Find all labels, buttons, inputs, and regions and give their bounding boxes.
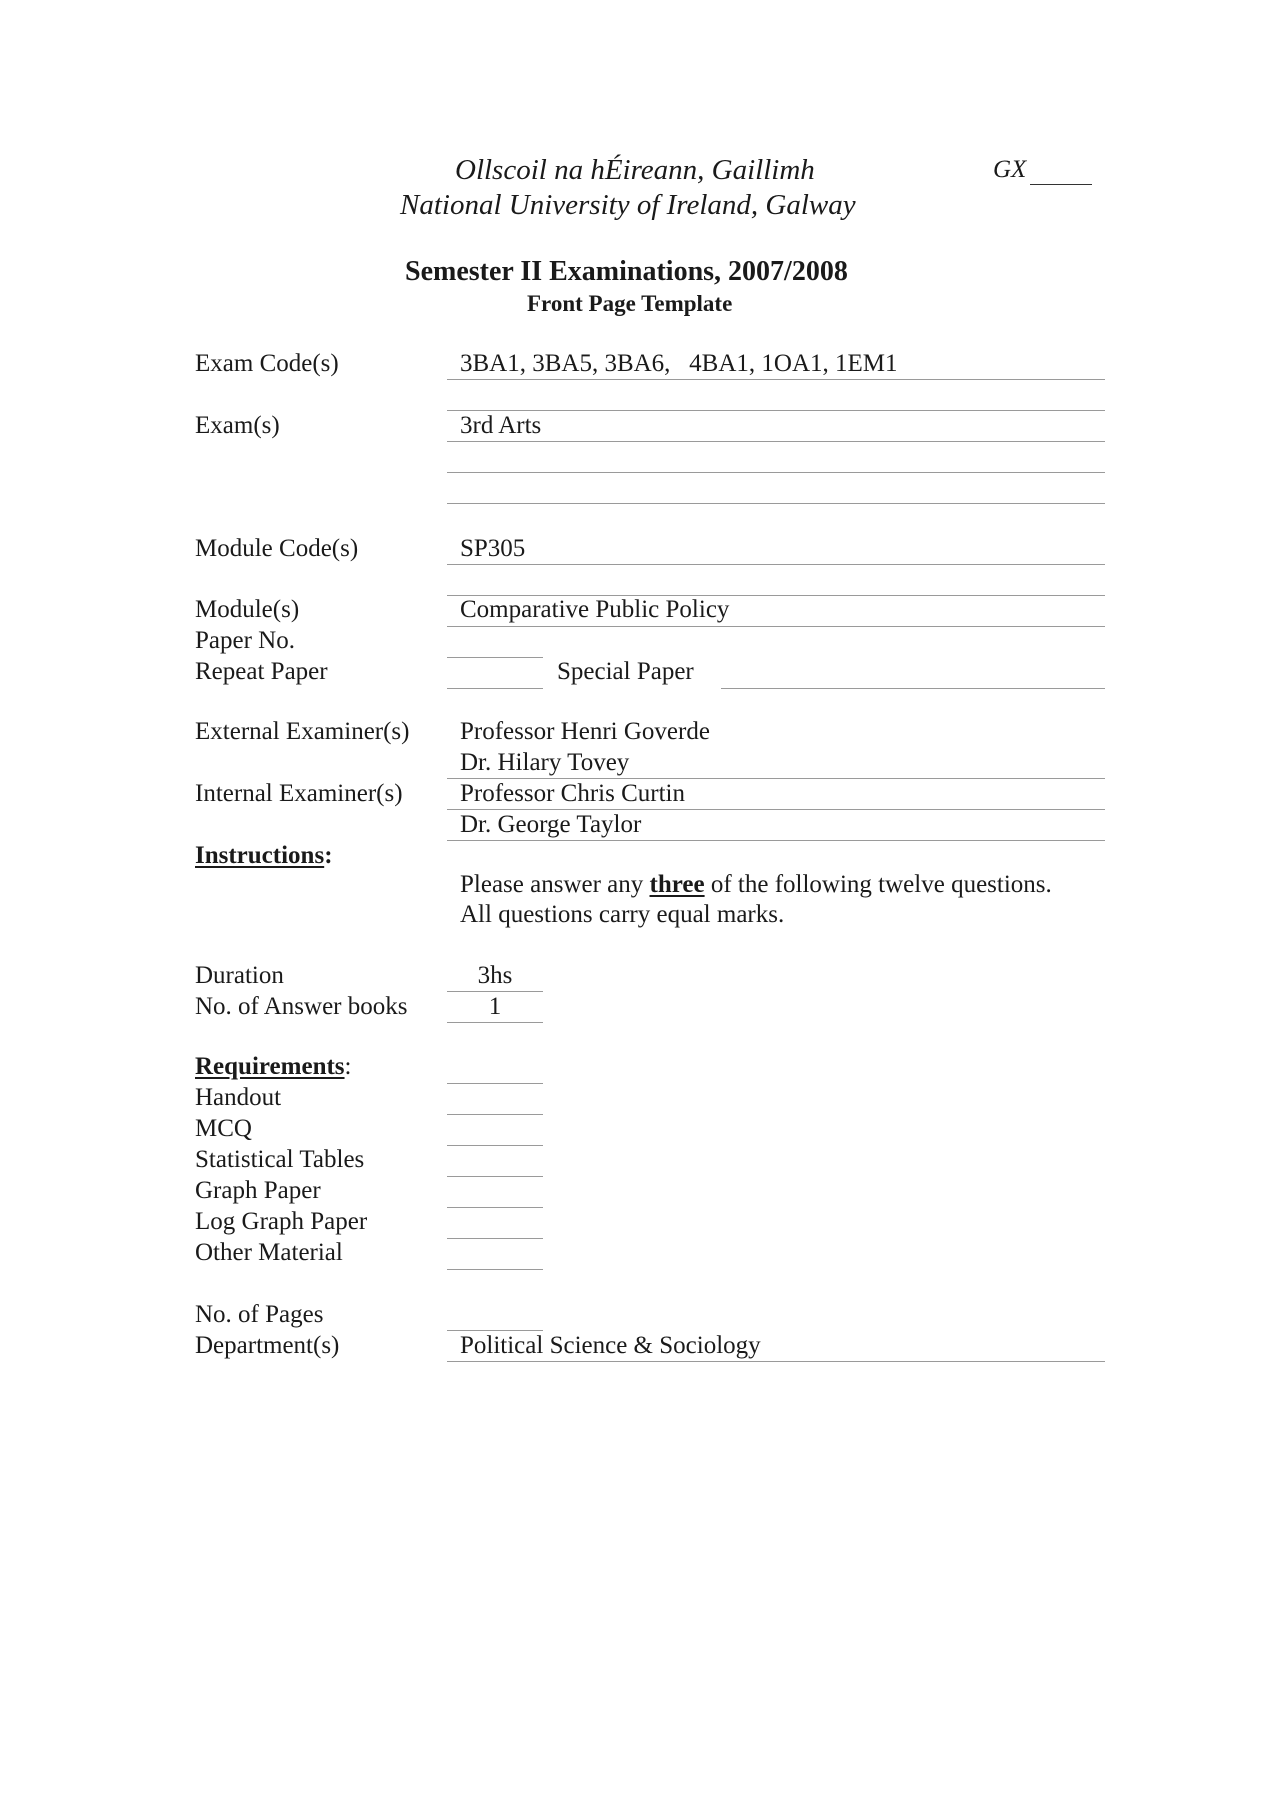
special-paper-label: Special Paper — [557, 658, 694, 685]
instructions-heading — [195, 842, 333, 870]
instructions-line-1 — [460, 871, 1052, 899]
modules-label: Module(s) — [195, 596, 300, 623]
instructions-line-2: All questions carry equal marks. — [460, 901, 785, 928]
requirement-mcq: MCQ — [195, 1115, 252, 1142]
exam-codes-label: Exam Code(s) — [195, 350, 339, 377]
external-examiner-1: Professor Henri Goverde — [460, 718, 710, 745]
pages-line — [447, 1330, 543, 1331]
duration-value: 3hs — [477, 962, 513, 989]
external-examiner-2: Dr. Hilary Tovey — [460, 749, 630, 776]
special-paper-line — [721, 688, 1105, 689]
requirements-label: Requirements — [195, 1053, 345, 1080]
external-examiners-label: External Examiner(s) — [195, 718, 410, 745]
internal-examiner-2: Dr. George Taylor — [460, 811, 642, 838]
instructions-emphasis: three — [649, 871, 705, 898]
instructions-label: Instructions — [195, 842, 325, 869]
duration-line — [447, 991, 543, 992]
module-codes-value: SP305 — [460, 535, 526, 562]
requirement-graph-paper-line — [447, 1207, 543, 1208]
departments-label: Department(s) — [195, 1332, 340, 1359]
requirements-colon: : — [344, 1053, 352, 1080]
exam-codes-line — [447, 379, 1105, 380]
modules-value: Comparative Public Policy — [460, 596, 730, 623]
exam-codes-value: 3BA1, 3BA5, 3BA6, 4BA1, 1OA1, 1EM1 — [460, 350, 898, 377]
internal-examiners-label: Internal Examiner(s) — [195, 780, 403, 807]
requirement-log-graph-paper-line — [447, 1238, 543, 1239]
exams-value: 3rd Arts — [460, 412, 542, 439]
external-examiners-line — [447, 778, 1105, 779]
requirement-handout-line — [447, 1114, 543, 1115]
repeat-paper-label: Repeat Paper — [195, 658, 328, 685]
requirement-other-material: Other Material — [195, 1239, 343, 1266]
departments-line — [447, 1361, 1105, 1362]
repeat-paper-line — [447, 688, 543, 689]
duration-label: Duration — [195, 962, 284, 989]
instructions-text-after: of the following twelve questions. — [710, 871, 1052, 898]
requirement-other-material-line — [447, 1269, 543, 1270]
answer-books-label: No. of Answer books — [195, 993, 408, 1020]
answer-books-line — [447, 1022, 543, 1023]
answer-books-value: 1 — [488, 993, 502, 1020]
instructions-text-before: Please answer any — [460, 871, 644, 898]
paper-no-line — [447, 657, 543, 658]
requirement-handout: Handout — [195, 1084, 282, 1111]
exams-label: Exam(s) — [195, 412, 280, 439]
exam-title: Semester II Examinations, 2007/2008 — [405, 256, 848, 287]
internal-examiners-line — [447, 809, 1105, 810]
exams-line-3 — [447, 503, 1105, 504]
gx-blank-line — [1030, 184, 1092, 185]
pages-label: No. of Pages — [195, 1301, 324, 1328]
internal-examiners-line-2 — [447, 840, 1105, 841]
requirement-statistical-tables: Statistical Tables — [195, 1146, 365, 1173]
irish-university-name: Ollscoil na hÉireann, Gaillimh — [455, 154, 815, 186]
paper-no-label: Paper No. — [195, 627, 295, 654]
instructions-colon: : — [324, 842, 333, 869]
departments-value: Political Science & Sociology — [460, 1332, 761, 1359]
requirement-statistical-tables-line — [447, 1176, 543, 1177]
english-university-name: National University of Ireland, Galway — [400, 189, 856, 221]
module-codes-label: Module Code(s) — [195, 535, 359, 562]
requirements-line — [447, 1083, 543, 1084]
modules-line — [447, 626, 1105, 627]
exams-line-2 — [447, 472, 1105, 473]
exam-subtitle: Front Page Template — [527, 291, 733, 316]
internal-examiner-1: Professor Chris Curtin — [460, 780, 685, 807]
exam-codes-line-2 — [447, 410, 1105, 411]
requirement-log-graph-paper: Log Graph Paper — [195, 1208, 368, 1235]
requirements-heading — [195, 1053, 351, 1081]
module-codes-line — [447, 564, 1105, 565]
requirement-graph-paper: Graph Paper — [195, 1177, 321, 1204]
exams-line — [447, 441, 1105, 442]
gx-label: GX — [993, 156, 1027, 183]
requirement-mcq-line — [447, 1145, 543, 1146]
